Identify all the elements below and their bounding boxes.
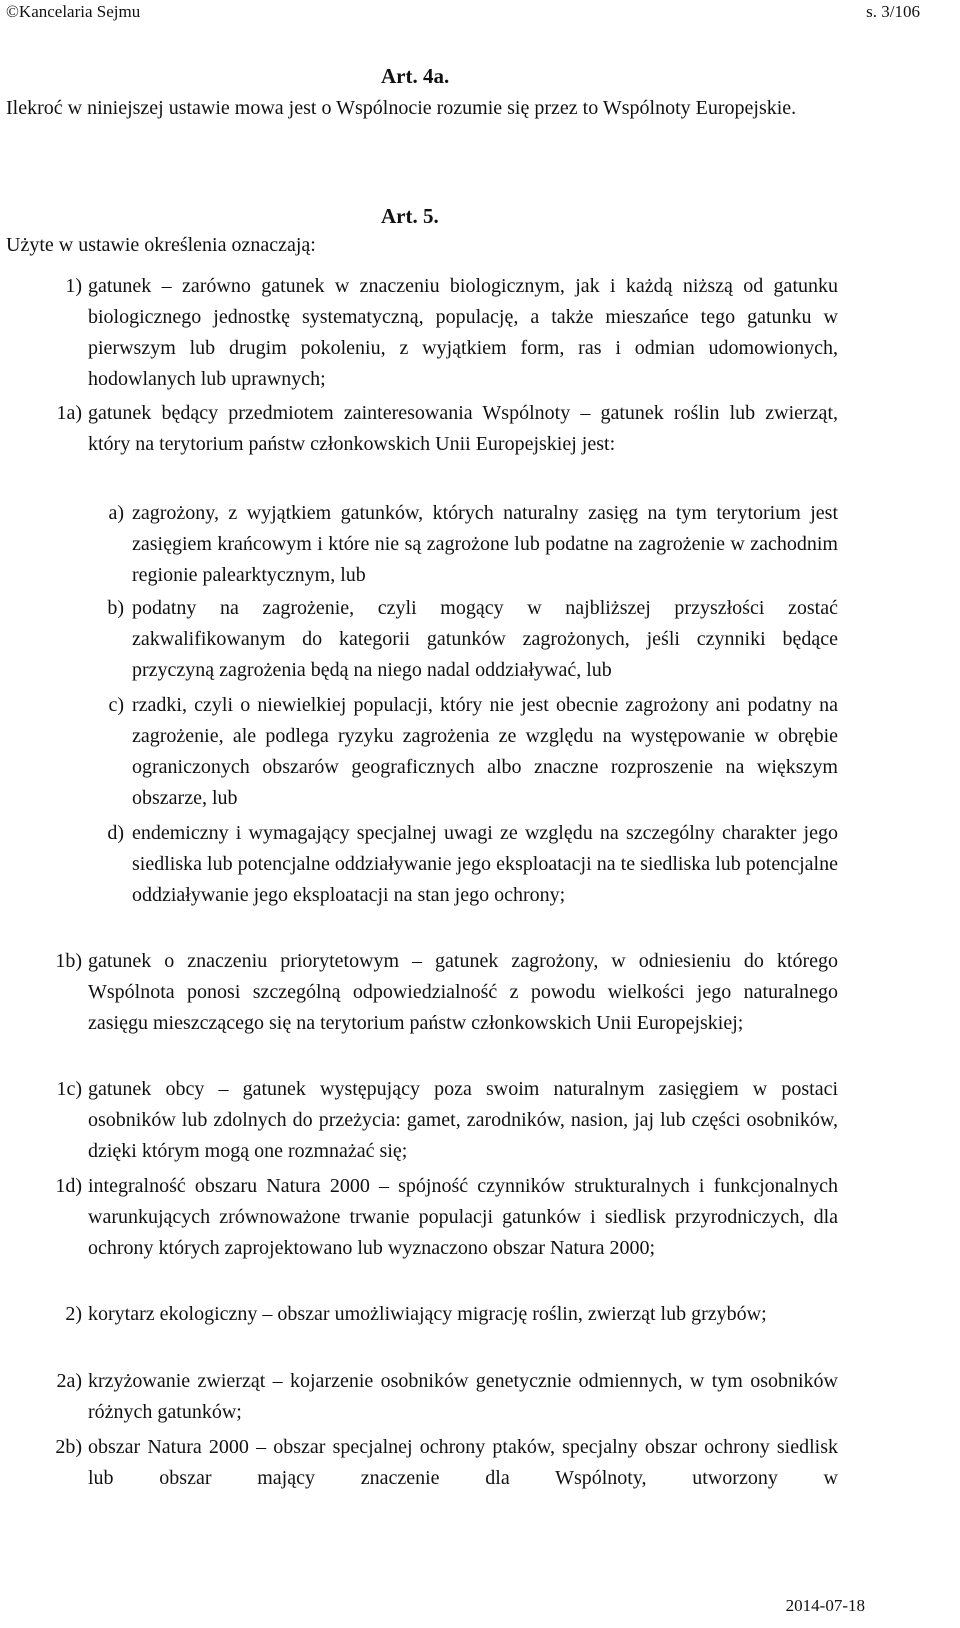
footer-date: 2014-07-18 bbox=[785, 1596, 865, 1615]
subitem-letter: b) bbox=[107, 597, 124, 619]
header-source: ©Kancelaria Sejmu bbox=[6, 2, 141, 21]
item-text: gatunek o znaczeniu priorytetowym – gatunek zagrożony, w odniesieniu do którego Wspólnota ponosi szczególną odpowiedzialność z powodu wielkości jego naturalnego zasięgu mieszczącego się na terytorium państw członkowskich Unii Europejskiej; bbox=[88, 950, 838, 1034]
item-text: gatunek – zarówno gatunek w znaczeniu biologicznym, jak i każdą niższą od gatunku biologicznego jednostkę systematyczną, populację, a także mieszańce tego gatunku w pierwszym lub drugim pokoleniu, z wyjątkiem form, ras i odmian udomowionych, hodowlanych lub uprawnych; bbox=[88, 275, 838, 390]
article-4a-title: Art. 4a. bbox=[381, 64, 450, 88]
item-text: gatunek obcy – gatunek występujący poza swoim naturalnym zasięgiem w postaci osobników lub zdolnych do przeżycia: gamet, zarodników, nasion, jaj lub części osobników, dzięki którym mogą one rozmnażać się; bbox=[88, 1078, 838, 1162]
item-number: 2a) bbox=[56, 1370, 82, 1392]
item-text: korytarz ekologiczny – obszar umożliwiający migrację roślin, zwierząt lub grzybów; bbox=[88, 1303, 767, 1325]
item-text: gatunek będący przedmiotem zainteresowania Wspólnoty – gatunek roślin lub zwierząt, który na terytorium państw członkowskich Unii Europejskiej jest: bbox=[88, 402, 838, 455]
item-number: 2) bbox=[65, 1303, 82, 1325]
item-number: 1) bbox=[65, 275, 82, 297]
subitem-text: rzadki, czyli o niewielkiej populacji, który nie jest obecnie zagrożony ani podatny na zagrożenie, ale podlega ryzyku zagrożenia ze względu na występowanie w obrębie ograniczonych obszarów geograficznych albo znaczne rozproszenie na większym obszarze, lub bbox=[132, 694, 838, 809]
article-5-title: Art. 5. bbox=[381, 204, 439, 228]
item-number: 1b) bbox=[55, 950, 82, 972]
item-number: 1a) bbox=[56, 402, 82, 424]
subitem-letter: a) bbox=[108, 502, 124, 524]
page-number: s. 3/106 bbox=[866, 2, 920, 21]
article-5-intro: Użyte w ustawie określenia oznaczają: bbox=[6, 234, 316, 256]
item-text: krzyżowanie zwierząt – kojarzenie osobników genetycznie odmiennych, w tym osobników różnych gatunków; bbox=[88, 1370, 838, 1423]
item-text: integralność obszaru Natura 2000 – spójność czynników strukturalnych i funkcjonalnych warunkujących zrównoważone trwanie populacji gatunków i siedlisk przyrodniczych, dla ochrony których zaprojektowano lub wyznaczono obszar Natura 2000; bbox=[88, 1175, 838, 1259]
item-number: 2b) bbox=[55, 1436, 82, 1458]
subitem-letter: c) bbox=[108, 694, 124, 716]
item-number: 1d) bbox=[55, 1175, 82, 1197]
subitem-text: zagrożony, z wyjątkiem gatunków, których naturalny zasięg na tym terytorium jest zasięgiem krańcowym i które nie są zagrożone lub podatne na zagrożenie w zachodnim regionie palearktycznym, lub bbox=[132, 502, 838, 586]
article-4a-text: Ilekroć w niniejszej ustawie mowa jest o Wspólnocie rozumie się przez to Wspólnoty Europejskie. bbox=[6, 97, 797, 119]
subitem-text: podatny na zagrożenie, czyli mogący w najbliższej przyszłości zostać zakwalifikowanym do kategorii gatunków zagrożonych, jeśli czynniki będące przyczyną zagrożenia będą na niego nadal oddziaływać, lub bbox=[132, 597, 838, 681]
subitem-letter: d) bbox=[107, 822, 124, 844]
item-text: obszar Natura 2000 – obszar specjalnej ochrony ptaków, specjalny obszar ochrony siedlisk lub obszar mający znaczenie dla Wspólnoty, utworzony w bbox=[88, 1436, 838, 1489]
item-number: 1c) bbox=[56, 1078, 82, 1100]
subitem-text: endemiczny i wymagający specjalnej uwagi ze względu na szczególny charakter jego siedliska lub potencjalne oddziaływanie jego eksploatacji na te siedliska lub potencjalne oddziaływanie jego eksploatacji na stan jego ochrony; bbox=[132, 822, 838, 906]
